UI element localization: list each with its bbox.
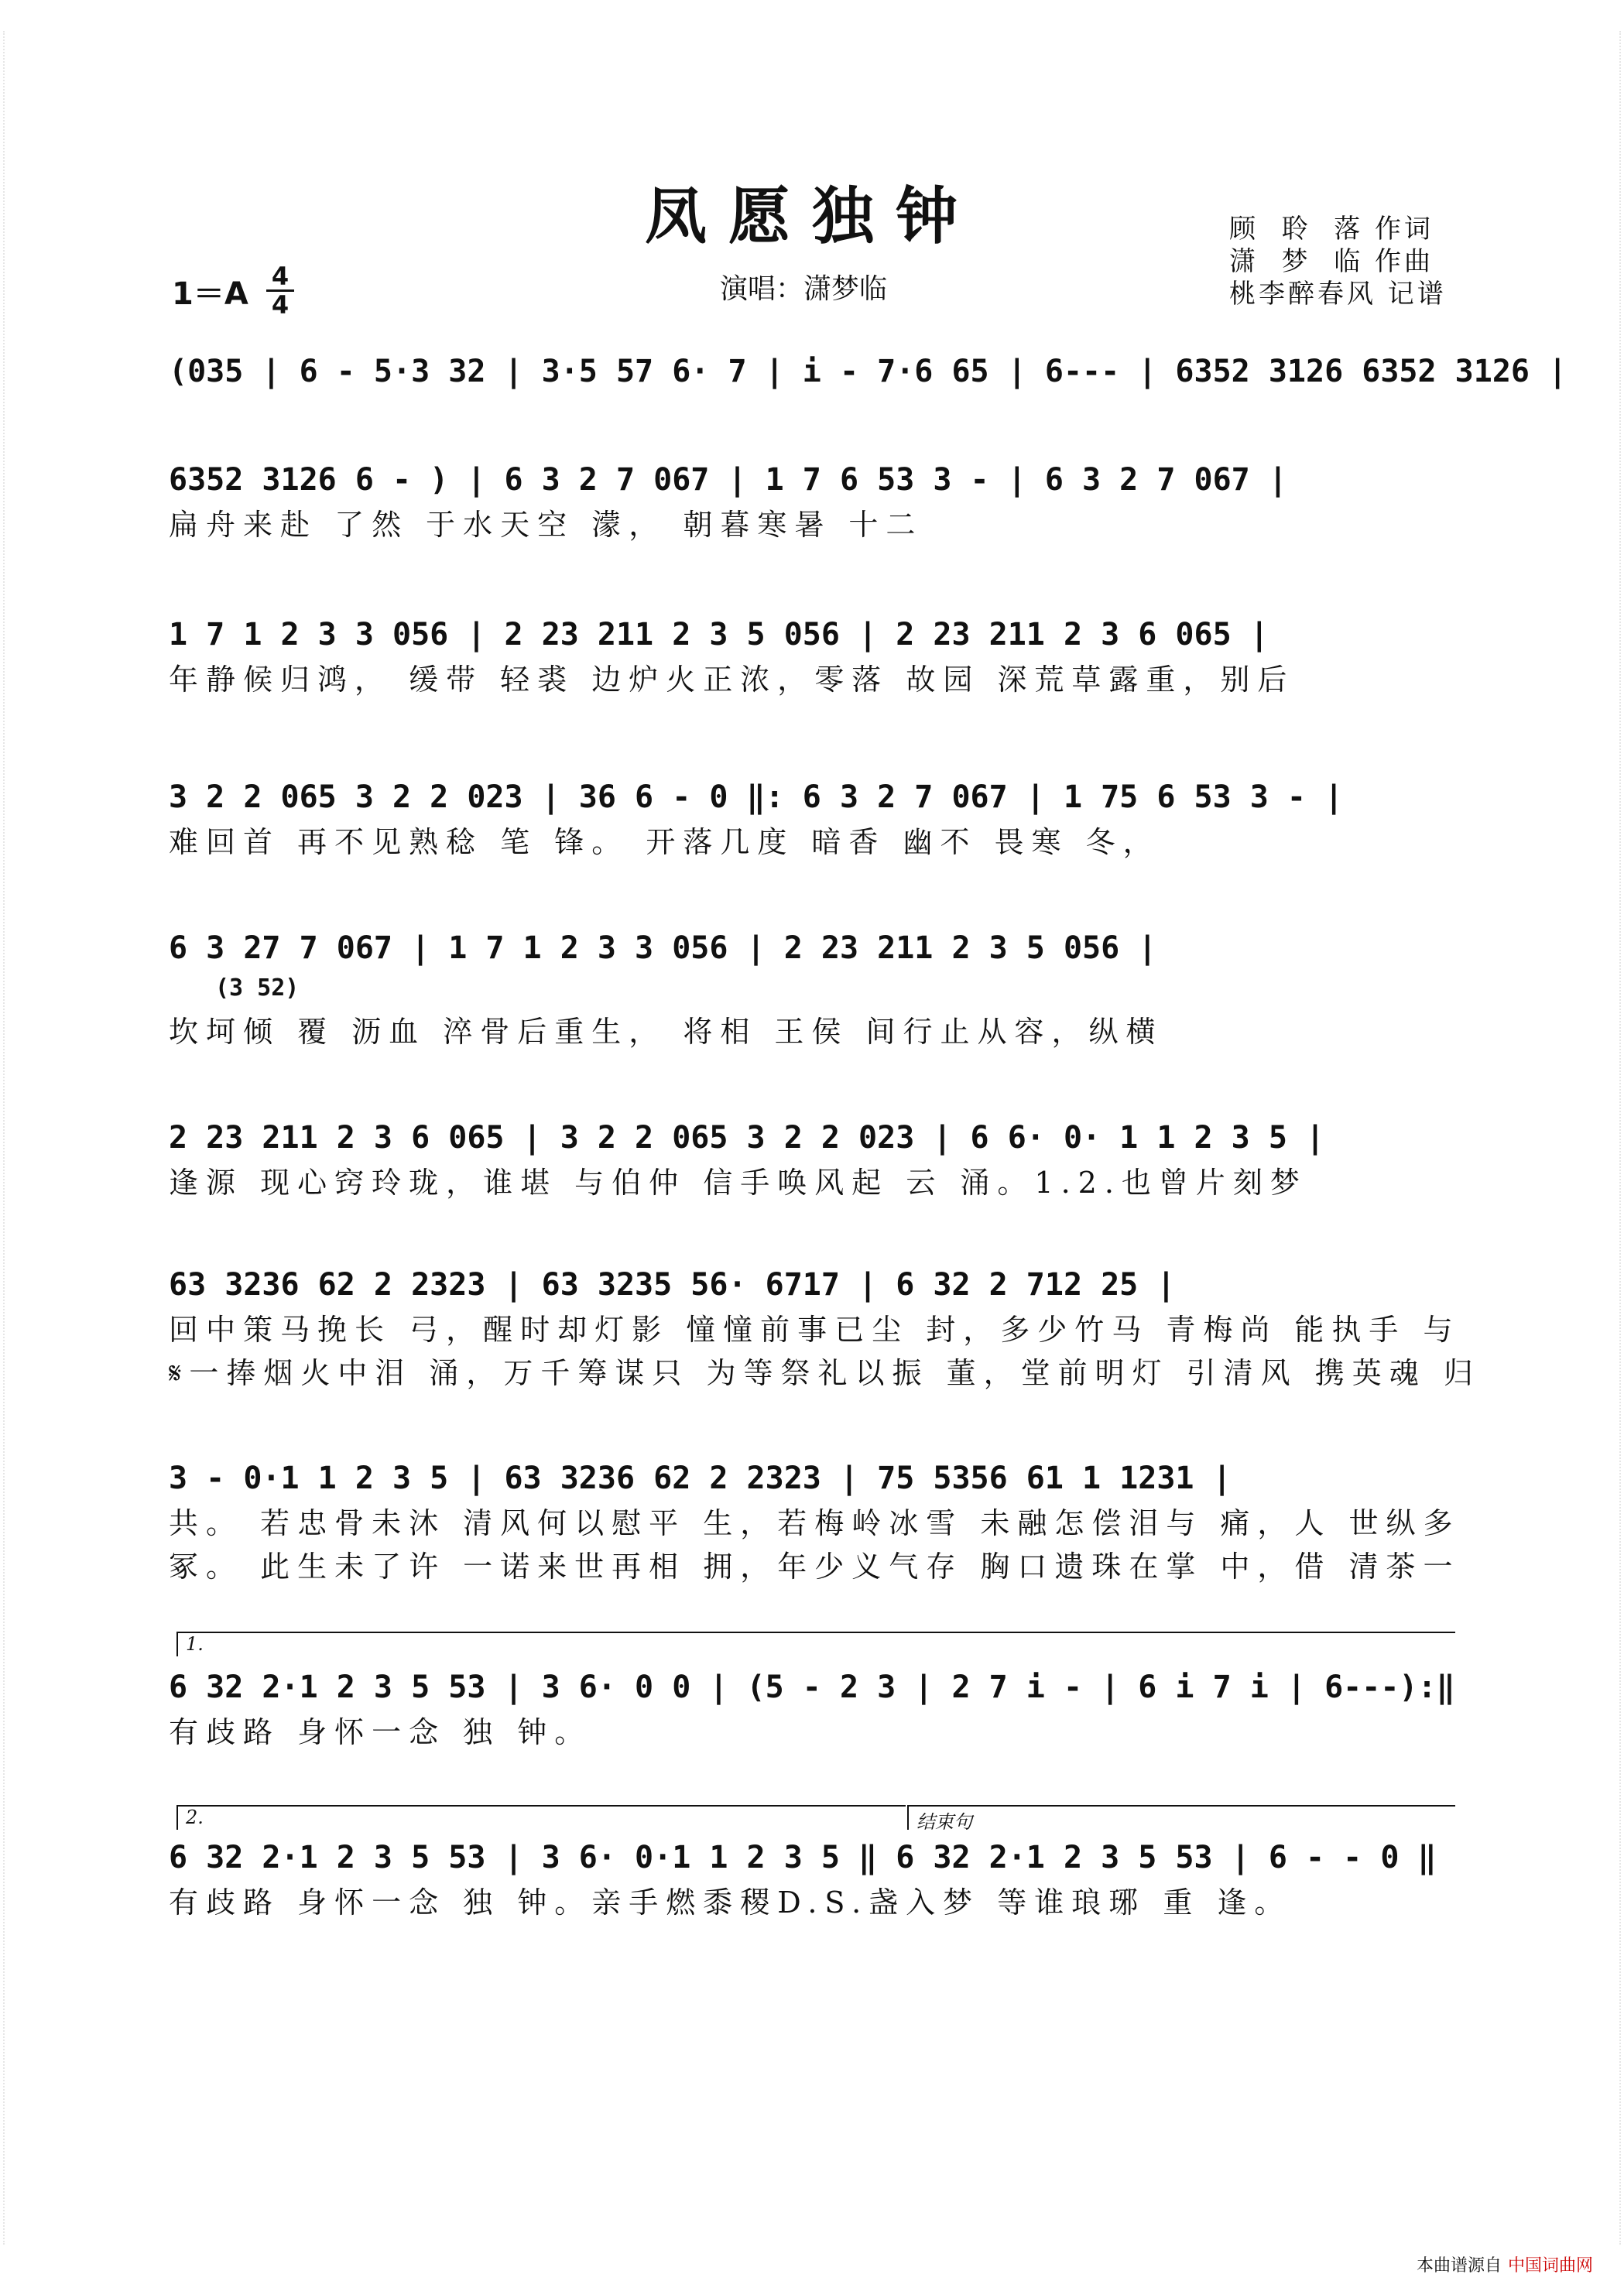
footer-source-text: 本曲谱源自 xyxy=(1416,2256,1502,2276)
song-title: 凤愿独钟 xyxy=(645,180,979,252)
lyric-line: 坎坷倾 覆 沥血 淬骨后重生， 将相 王侯 间行止从容，纵横 xyxy=(169,1015,1163,1049)
score-system-2 xyxy=(169,457,1454,546)
notation-line: 3 2 2 065 3 2 2 023 | 36 6 - 0 ‖: 6 3 2 7 067 | 1 75 6 53 3 - | xyxy=(169,779,1344,815)
footer-site-link[interactable]: 中国词曲网 xyxy=(1507,2256,1593,2276)
lyric-line-verse-2: 𝄋一捧烟火中泪 涌，万千筹谋只 为等祭礼以振 董，堂前明灯 引清风 携英魂 归 xyxy=(169,1356,1481,1390)
score-system-3 xyxy=(169,611,1454,701)
credits-block xyxy=(1229,213,1447,310)
coda-ending-label: 结束句 xyxy=(916,1811,972,1833)
score-system-7 xyxy=(169,1262,1481,1395)
second-ending-bracket xyxy=(176,1805,906,1830)
key-signature: 1＝A xyxy=(172,276,248,312)
lyric-line: 扁舟来赴 了然 于水天空 濛， 朝暮寒暑 十二 xyxy=(169,508,923,542)
score-system-10 xyxy=(169,1834,1454,1924)
second-ending-label: 2. xyxy=(186,1807,204,1828)
notation-line: 3 - 0·1 1 2 3 5 | 63 3236 62 2 2323 | 75 5356 61 1 1231 | xyxy=(169,1461,1232,1496)
notation-line: 1 7 1 2 3 3 056 | 2 23 211 2 3 5 056 | 2 23 211 2 3 6 065 | xyxy=(169,617,1269,652)
score-system-5 xyxy=(169,925,1454,1064)
notation-line: 6 32 2·1 2 3 5 53 | 3 6· 0 0 | (5 - 2 3 | 2 7 i - | 6 i 7 i | 6---):‖ xyxy=(169,1670,1455,1705)
notation-line: 2 23 211 2 3 6 065 | 3 2 2 065 3 2 2 023 | 6 6· 0· 1 1 2 3 5 | xyxy=(169,1120,1325,1156)
score-system-4 xyxy=(169,774,1454,864)
notation-line: 6 32 2·1 2 3 5 53 | 3 6· 0·1 1 2 3 5 ‖ 6 32 2·1 2 3 5 53 | 6 - - 0 ‖ xyxy=(169,1840,1437,1875)
first-ending-bracket xyxy=(176,1632,1455,1656)
lyric-line-verse-1: 共。 若忠骨未沐 清风何以慰平 生，若梅岭冰雪 未融怎偿泪与 痛，人 世纵多 xyxy=(169,1506,1461,1540)
lyricist-credit: 顾 聆 落 作词 xyxy=(1229,214,1434,245)
first-ending-label: 1. xyxy=(186,1633,204,1655)
right-border-decoration xyxy=(1613,31,1621,2245)
footer-source xyxy=(1417,2252,1593,2276)
score-system-8 xyxy=(169,1455,1461,1588)
lyric-line: 逢源 现心窍玲珑，谁堪 与伯仲 信手唤风起 云 涌。1.2.也曾片刻梦 xyxy=(169,1166,1307,1200)
lyric-line: 难回首 再不见熟稔 笔 锋。 开落几度 暗香 幽不 畏寒 冬， xyxy=(169,825,1160,859)
composer-credit: 潇 梦 临 作曲 xyxy=(1229,246,1434,277)
notation-line: 6 3 27 7 067 | 1 7 1 2 3 3 056 | 2 23 211 2 3 5 056 | xyxy=(169,930,1157,966)
score-system-1 xyxy=(169,348,1567,395)
lyric-line: 年静候归鸿， 缓带 轻裘 边炉火正浓，零落 故园 深荒草露重，别后 xyxy=(169,663,1295,697)
time-signature-bottom: 4 xyxy=(271,290,290,320)
time-signature xyxy=(266,263,294,318)
time-signature-top: 4 xyxy=(266,263,294,292)
notation-line: 6352 3126 6 - ) | 6 3 2 7 067 | 1 7 6 53 3 - | 6 3 2 7 067 | xyxy=(169,462,1287,498)
lyric-line: 有歧路 身怀一念 独 钟。亲手燃黍稷D.S.盏入梦 等谁琅琊 重 逢。 xyxy=(169,1885,1292,1920)
lyric-line: 有歧路 身怀一念 独 钟。 xyxy=(169,1715,592,1749)
coda-ending-bracket xyxy=(907,1805,1455,1833)
transcriber-credit: 桃李醉春风 记谱 xyxy=(1229,279,1447,310)
lyric-line-verse-1: 回中策马挽长 弓，醒时却灯影 憧憧前事已尘 封，多少竹马 青梅尚 能执手 与 xyxy=(169,1313,1461,1347)
notation-line: (035 | 6 - 5·3 32 | 3·5 57 6· 7 | i - 7·6 65 | 6--- | 6352 3126 6352 3126 | xyxy=(169,354,1567,389)
left-border-decoration xyxy=(3,31,11,2245)
notation-line: 63 3236 62 2 2323 | 63 3235 56· 6717 | 6 32 2 712 25 | xyxy=(169,1267,1176,1303)
score-system-9 xyxy=(169,1664,1454,1754)
lyric-line-verse-2: 冢。 此生未了许 一诺来世再相 拥，年少义气存 胸口遗珠在掌 中，借 清茶一 xyxy=(169,1550,1461,1584)
singer-credit: 演唱：潇梦临 xyxy=(720,273,888,305)
alternate-notes: (3 52) xyxy=(215,974,300,1002)
score-system-6 xyxy=(169,1115,1454,1204)
